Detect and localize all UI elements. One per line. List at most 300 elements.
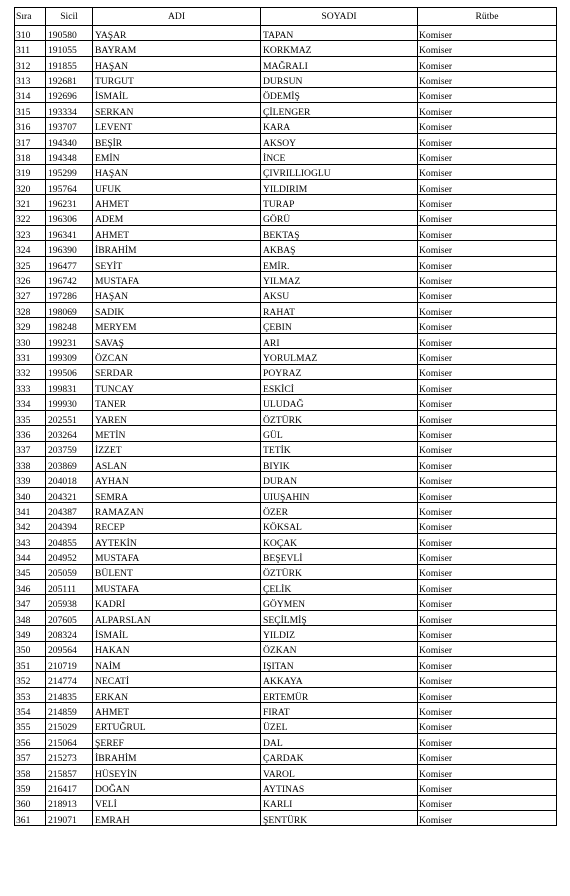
sira-cell: 326 xyxy=(15,272,46,287)
rutbe-cell: Komiser xyxy=(418,626,557,641)
table-row xyxy=(15,241,557,256)
table-row xyxy=(15,379,557,394)
sicil-cell: 205059 xyxy=(46,564,93,579)
table-row xyxy=(15,672,557,687)
soyadi-cell: ÇEBIN xyxy=(261,318,418,333)
table-row xyxy=(15,287,557,302)
sicil-cell: 204952 xyxy=(46,549,93,564)
soyadi-cell: ÇIVRILLIOGLU xyxy=(261,164,418,179)
adi-cell: İZZET xyxy=(93,441,261,456)
sira-cell: 328 xyxy=(15,303,46,318)
table-row xyxy=(15,503,557,518)
table-row xyxy=(15,164,557,179)
table-row xyxy=(15,426,557,441)
soyadi-cell: KOÇAK xyxy=(261,533,418,548)
sicil-cell: 196306 xyxy=(46,210,93,225)
rutbe-cell: Komiser xyxy=(418,764,557,779)
soyadi-cell: UIUŞAHIN xyxy=(261,487,418,502)
sicil-cell: 196477 xyxy=(46,256,93,271)
table-row xyxy=(15,410,557,425)
sicil-cell: 193334 xyxy=(46,102,93,117)
rutbe-cell: Komiser xyxy=(418,72,557,87)
adi-cell: SEMRA xyxy=(93,487,261,502)
soyadi-cell: AKSOY xyxy=(261,133,418,148)
adi-cell: TANER xyxy=(93,395,261,410)
rutbe-cell: Komiser xyxy=(418,487,557,502)
header-row xyxy=(15,8,557,26)
adi-cell: HAŞAN xyxy=(93,56,261,71)
sira-cell: 337 xyxy=(15,441,46,456)
table-row xyxy=(15,133,557,148)
sira-cell: 324 xyxy=(15,241,46,256)
rutbe-cell: Komiser xyxy=(418,580,557,595)
sira-cell: 314 xyxy=(15,87,46,102)
sicil-cell: 195299 xyxy=(46,164,93,179)
table-row xyxy=(15,564,557,579)
sira-cell: 347 xyxy=(15,595,46,610)
adi-cell: NECATİ xyxy=(93,672,261,687)
soyadi-cell: ÖZTÜRK xyxy=(261,564,418,579)
sira-cell: 360 xyxy=(15,795,46,810)
table-row xyxy=(15,195,557,210)
soyadi-cell: GÜL xyxy=(261,426,418,441)
soyadi-cell: GÖYMEN xyxy=(261,595,418,610)
sira-cell: 349 xyxy=(15,626,46,641)
soyadi-cell: ÖZTÜRK xyxy=(261,410,418,425)
soyadi-cell: ŞENTÜRK xyxy=(261,810,418,825)
rutbe-cell: Komiser xyxy=(418,26,557,41)
table-row xyxy=(15,149,557,164)
rutbe-cell: Komiser xyxy=(418,518,557,533)
soyadi-cell: ÇİLENGER xyxy=(261,102,418,117)
rutbe-cell: Komiser xyxy=(418,164,557,179)
soyadi-cell: GÖRÜ xyxy=(261,210,418,225)
sicil-cell: 214774 xyxy=(46,672,93,687)
soyadi-cell: ESKİCİ xyxy=(261,379,418,394)
adi-cell: RECEP xyxy=(93,518,261,533)
rutbe-cell: Komiser xyxy=(418,195,557,210)
soyadi-cell: ÜZEL xyxy=(261,718,418,733)
sira-cell: 350 xyxy=(15,641,46,656)
table-row xyxy=(15,364,557,379)
table-row xyxy=(15,580,557,595)
sicil-cell: 197286 xyxy=(46,287,93,302)
adi-cell: HAŞAN xyxy=(93,287,261,302)
adi-cell: MERYEM xyxy=(93,318,261,333)
table-row xyxy=(15,256,557,271)
rutbe-cell: Komiser xyxy=(418,379,557,394)
sicil-cell: 204387 xyxy=(46,503,93,518)
rutbe-cell: Komiser xyxy=(418,703,557,718)
sicil-cell: 209564 xyxy=(46,641,93,656)
table-row xyxy=(15,333,557,348)
table-row xyxy=(15,395,557,410)
soyadi-cell: TURAP xyxy=(261,195,418,210)
soyadi-cell: ÖZER xyxy=(261,503,418,518)
adi-cell: ERTUĞRUL xyxy=(93,718,261,733)
rutbe-cell: Komiser xyxy=(418,118,557,133)
soyadi-cell: ÇARDAK xyxy=(261,749,418,764)
adi-cell: NAİM xyxy=(93,657,261,672)
rutbe-cell: Komiser xyxy=(418,687,557,702)
table-body xyxy=(15,26,557,826)
soyadi-cell: AKKAYA xyxy=(261,672,418,687)
adi-cell: METİN xyxy=(93,426,261,441)
sicil-cell: 210719 xyxy=(46,657,93,672)
table-row xyxy=(15,26,557,41)
rutbe-cell: Komiser xyxy=(418,179,557,194)
sira-cell: 322 xyxy=(15,210,46,225)
header-sira: Sıra xyxy=(15,8,46,26)
soyadi-cell: AKSU xyxy=(261,287,418,302)
rutbe-cell: Komiser xyxy=(418,102,557,117)
soyadi-cell: VAROL xyxy=(261,764,418,779)
soyadi-cell: BIYIK xyxy=(261,456,418,471)
sicil-cell: 215064 xyxy=(46,733,93,748)
rutbe-cell: Komiser xyxy=(418,595,557,610)
rutbe-cell: Komiser xyxy=(418,533,557,548)
sira-cell: 318 xyxy=(15,149,46,164)
rutbe-cell: Komiser xyxy=(418,87,557,102)
adi-cell: YAŞAR xyxy=(93,26,261,41)
table-row xyxy=(15,703,557,718)
table-row xyxy=(15,72,557,87)
soyadi-cell: FIRAT xyxy=(261,703,418,718)
table-row xyxy=(15,718,557,733)
rutbe-cell: Komiser xyxy=(418,287,557,302)
sira-cell: 319 xyxy=(15,164,46,179)
table-row xyxy=(15,626,557,641)
sira-cell: 330 xyxy=(15,333,46,348)
sicil-cell: 218913 xyxy=(46,795,93,810)
sicil-cell: 191055 xyxy=(46,41,93,56)
rutbe-cell: Komiser xyxy=(418,610,557,625)
adi-cell: KADRİ xyxy=(93,595,261,610)
rutbe-cell: Komiser xyxy=(418,241,557,256)
table-row xyxy=(15,795,557,810)
sira-cell: 356 xyxy=(15,733,46,748)
personnel-table xyxy=(14,7,557,826)
table-row xyxy=(15,226,557,241)
soyadi-cell: RAHAT xyxy=(261,303,418,318)
rutbe-cell: Komiser xyxy=(418,456,557,471)
adi-cell: ÖZCAN xyxy=(93,349,261,364)
sira-cell: 343 xyxy=(15,533,46,548)
rutbe-cell: Komiser xyxy=(418,718,557,733)
sicil-cell: 203759 xyxy=(46,441,93,456)
table-row xyxy=(15,764,557,779)
rutbe-cell: Komiser xyxy=(418,333,557,348)
sicil-cell: 203869 xyxy=(46,456,93,471)
sicil-cell: 204855 xyxy=(46,533,93,548)
sira-cell: 320 xyxy=(15,179,46,194)
adi-cell: BAYRAM xyxy=(93,41,261,56)
sira-cell: 336 xyxy=(15,426,46,441)
table-row xyxy=(15,595,557,610)
adi-cell: AHMET xyxy=(93,226,261,241)
adi-cell: LEVENT xyxy=(93,118,261,133)
table-row xyxy=(15,41,557,56)
sira-cell: 348 xyxy=(15,610,46,625)
soyadi-cell: TETİK xyxy=(261,441,418,456)
soyadi-cell: ULUDAĞ xyxy=(261,395,418,410)
soyadi-cell: AYTINAS xyxy=(261,780,418,795)
sira-cell: 313 xyxy=(15,72,46,87)
sicil-cell: 208324 xyxy=(46,626,93,641)
rutbe-cell: Komiser xyxy=(418,810,557,825)
sicil-cell: 215857 xyxy=(46,764,93,779)
sicil-cell: 204018 xyxy=(46,472,93,487)
rutbe-cell: Komiser xyxy=(418,749,557,764)
sira-cell: 323 xyxy=(15,226,46,241)
rutbe-cell: Komiser xyxy=(418,426,557,441)
soyadi-cell: DURAN xyxy=(261,472,418,487)
rutbe-cell: Komiser xyxy=(418,256,557,271)
adi-cell: İBRAHİM xyxy=(93,749,261,764)
soyadi-cell: YORULMAZ xyxy=(261,349,418,364)
sira-cell: 315 xyxy=(15,102,46,117)
table-row xyxy=(15,349,557,364)
table-row xyxy=(15,102,557,117)
header-rutbe: Rütbe xyxy=(418,8,557,26)
rutbe-cell: Komiser xyxy=(418,441,557,456)
table-row xyxy=(15,733,557,748)
table-row xyxy=(15,780,557,795)
adi-cell: HÜSEYİN xyxy=(93,764,261,779)
sira-cell: 321 xyxy=(15,195,46,210)
adi-cell: ERKAN xyxy=(93,687,261,702)
soyadi-cell: POYRAZ xyxy=(261,364,418,379)
sicil-cell: 214859 xyxy=(46,703,93,718)
rutbe-cell: Komiser xyxy=(418,641,557,656)
adi-cell: SAVAŞ xyxy=(93,333,261,348)
sicil-cell: 214835 xyxy=(46,687,93,702)
sira-cell: 339 xyxy=(15,472,46,487)
table-row xyxy=(15,610,557,625)
table-row xyxy=(15,87,557,102)
rutbe-cell: Komiser xyxy=(418,364,557,379)
soyadi-cell: YILDIZ xyxy=(261,626,418,641)
soyadi-cell: KARA xyxy=(261,118,418,133)
table-row xyxy=(15,533,557,548)
table-row xyxy=(15,118,557,133)
sicil-cell: 194340 xyxy=(46,133,93,148)
header-soyadi: SOYADI xyxy=(261,8,418,26)
adi-cell: RAMAZAN xyxy=(93,503,261,518)
adi-cell: ADEM xyxy=(93,210,261,225)
soyadi-cell: AKBAŞ xyxy=(261,241,418,256)
table-row xyxy=(15,657,557,672)
adi-cell: TUNCAY xyxy=(93,379,261,394)
soyadi-cell: BEKTAŞ xyxy=(261,226,418,241)
sicil-cell: 199506 xyxy=(46,364,93,379)
sira-cell: 361 xyxy=(15,810,46,825)
sicil-cell: 196742 xyxy=(46,272,93,287)
sira-cell: 346 xyxy=(15,580,46,595)
rutbe-cell: Komiser xyxy=(418,318,557,333)
sicil-cell: 196231 xyxy=(46,195,93,210)
sira-cell: 331 xyxy=(15,349,46,364)
adi-cell: MUSTAFA xyxy=(93,549,261,564)
sicil-cell: 199231 xyxy=(46,333,93,348)
table-row xyxy=(15,303,557,318)
soyadi-cell: ÖDEMİŞ xyxy=(261,87,418,102)
table-header xyxy=(15,8,557,26)
rutbe-cell: Komiser xyxy=(418,149,557,164)
adi-cell: BÜLENT xyxy=(93,564,261,579)
adi-cell: UFUK xyxy=(93,179,261,194)
rutbe-cell: Komiser xyxy=(418,780,557,795)
sira-cell: 325 xyxy=(15,256,46,271)
rutbe-cell: Komiser xyxy=(418,133,557,148)
sira-cell: 359 xyxy=(15,780,46,795)
adi-cell: SERDAR xyxy=(93,364,261,379)
adi-cell: İSMAİL xyxy=(93,626,261,641)
adi-cell: DOĞAN xyxy=(93,780,261,795)
rutbe-cell: Komiser xyxy=(418,672,557,687)
sicil-cell: 192696 xyxy=(46,87,93,102)
sicil-cell: 198069 xyxy=(46,303,93,318)
sicil-cell: 215273 xyxy=(46,749,93,764)
adi-cell: TURGUT xyxy=(93,72,261,87)
soyadi-cell: DURSUN xyxy=(261,72,418,87)
sicil-cell: 203264 xyxy=(46,426,93,441)
table-row xyxy=(15,56,557,71)
rutbe-cell: Komiser xyxy=(418,56,557,71)
sicil-cell: 199930 xyxy=(46,395,93,410)
sira-cell: 340 xyxy=(15,487,46,502)
adi-cell: AYHAN xyxy=(93,472,261,487)
sicil-cell: 190580 xyxy=(46,26,93,41)
table-row xyxy=(15,749,557,764)
soyadi-cell: YILMAZ xyxy=(261,272,418,287)
table-row xyxy=(15,641,557,656)
soyadi-cell: ÖZKAN xyxy=(261,641,418,656)
soyadi-cell: İNCE xyxy=(261,149,418,164)
soyadi-cell: ARI xyxy=(261,333,418,348)
sira-cell: 311 xyxy=(15,41,46,56)
sira-cell: 353 xyxy=(15,687,46,702)
rutbe-cell: Komiser xyxy=(418,564,557,579)
adi-cell: MUSTAFA xyxy=(93,580,261,595)
sicil-cell: 216417 xyxy=(46,780,93,795)
sira-cell: 351 xyxy=(15,657,46,672)
sicil-cell: 202551 xyxy=(46,410,93,425)
rutbe-cell: Komiser xyxy=(418,503,557,518)
soyadi-cell: EMİR. xyxy=(261,256,418,271)
rutbe-cell: Komiser xyxy=(418,472,557,487)
soyadi-cell: MAĞRALI xyxy=(261,56,418,71)
table-row xyxy=(15,456,557,471)
soyadi-cell: KÖKSAL xyxy=(261,518,418,533)
sicil-cell: 219071 xyxy=(46,810,93,825)
sicil-cell: 193707 xyxy=(46,118,93,133)
adi-cell: VELİ xyxy=(93,795,261,810)
rutbe-cell: Komiser xyxy=(418,272,557,287)
adi-cell: ALPARSLAN xyxy=(93,610,261,625)
sira-cell: 329 xyxy=(15,318,46,333)
sira-cell: 355 xyxy=(15,718,46,733)
sicil-cell: 195764 xyxy=(46,179,93,194)
adi-cell: EMİN xyxy=(93,149,261,164)
sira-cell: 334 xyxy=(15,395,46,410)
soyadi-cell: KARLI xyxy=(261,795,418,810)
header-adi: ADI xyxy=(93,8,261,26)
rutbe-cell: Komiser xyxy=(418,303,557,318)
sicil-cell: 204321 xyxy=(46,487,93,502)
adi-cell: AHMET xyxy=(93,703,261,718)
sicil-cell: 199309 xyxy=(46,349,93,364)
header-sicil: Sicil xyxy=(46,8,93,26)
rutbe-cell: Komiser xyxy=(418,733,557,748)
sira-cell: 316 xyxy=(15,118,46,133)
table-row xyxy=(15,272,557,287)
soyadi-cell: SEÇİLMİŞ xyxy=(261,610,418,625)
sira-cell: 327 xyxy=(15,287,46,302)
adi-cell: ŞEREF xyxy=(93,733,261,748)
sira-cell: 333 xyxy=(15,379,46,394)
soyadi-cell: IŞITAN xyxy=(261,657,418,672)
table-row xyxy=(15,210,557,225)
sicil-cell: 196390 xyxy=(46,241,93,256)
sicil-cell: 194348 xyxy=(46,149,93,164)
sicil-cell: 196341 xyxy=(46,226,93,241)
table-row xyxy=(15,318,557,333)
rutbe-cell: Komiser xyxy=(418,395,557,410)
adi-cell: AHMET xyxy=(93,195,261,210)
table-row xyxy=(15,179,557,194)
rutbe-cell: Komiser xyxy=(418,657,557,672)
table-row xyxy=(15,487,557,502)
soyadi-cell: BEŞEVLİ xyxy=(261,549,418,564)
table-row xyxy=(15,810,557,825)
adi-cell: YAREN xyxy=(93,410,261,425)
adi-cell: HAŞAN xyxy=(93,164,261,179)
sira-cell: 358 xyxy=(15,764,46,779)
soyadi-cell: YILDIRIM xyxy=(261,179,418,194)
table-row xyxy=(15,549,557,564)
soyadi-cell: DAL xyxy=(261,733,418,748)
sira-cell: 342 xyxy=(15,518,46,533)
sira-cell: 332 xyxy=(15,364,46,379)
rutbe-cell: Komiser xyxy=(418,349,557,364)
sira-cell: 354 xyxy=(15,703,46,718)
sira-cell: 345 xyxy=(15,564,46,579)
rutbe-cell: Komiser xyxy=(418,795,557,810)
adi-cell: İBRAHİM xyxy=(93,241,261,256)
sira-cell: 317 xyxy=(15,133,46,148)
sicil-cell: 215029 xyxy=(46,718,93,733)
sicil-cell: 199831 xyxy=(46,379,93,394)
soyadi-cell: KORKMAZ xyxy=(261,41,418,56)
soyadi-cell: TAPAN xyxy=(261,26,418,41)
rutbe-cell: Komiser xyxy=(418,549,557,564)
adi-cell: BEŞİR xyxy=(93,133,261,148)
sira-cell: 341 xyxy=(15,503,46,518)
adi-cell: AYTEKİN xyxy=(93,533,261,548)
sira-cell: 357 xyxy=(15,749,46,764)
adi-cell: SADIK xyxy=(93,303,261,318)
sicil-cell: 205111 xyxy=(46,580,93,595)
adi-cell: EMRAH xyxy=(93,810,261,825)
adi-cell: MUSTAFA xyxy=(93,272,261,287)
rutbe-cell: Komiser xyxy=(418,41,557,56)
sira-cell: 338 xyxy=(15,456,46,471)
table-row xyxy=(15,518,557,533)
sira-cell: 310 xyxy=(15,26,46,41)
table-row xyxy=(15,441,557,456)
table-row xyxy=(15,472,557,487)
